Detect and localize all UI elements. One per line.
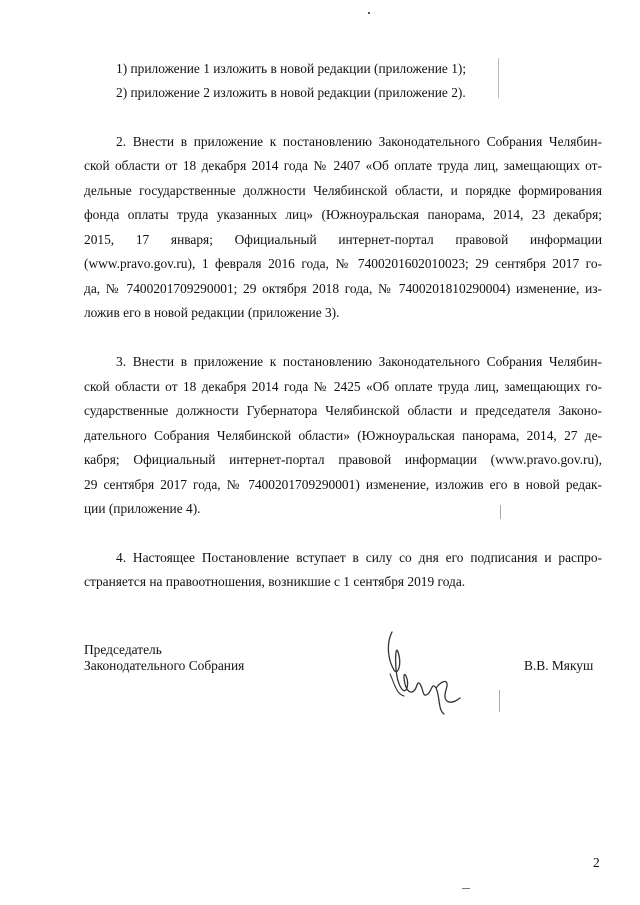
scan-speck (462, 888, 470, 889)
paragraph-3-line: ской области от 18 декабря 2014 года № 2425 «Об оплате труда лиц, замещающих го- (84, 379, 602, 394)
page-number: 2 (593, 855, 600, 870)
signatory-title-line2: Законодательного Собрания (84, 658, 245, 673)
signer-name: В.В. Мякуш (524, 658, 594, 673)
paragraph-3-line: 29 сентября 2017 года, № 7400201709290001) изменение, изложив его в новой редак- (84, 477, 602, 492)
paragraph-3-line: кабря; Официальный интернет-портал правовой информации (www.pravo.gov.ru), (84, 452, 602, 467)
signatory-title-line1: Председатель (84, 642, 162, 657)
scan-line (499, 690, 500, 712)
paragraph-3-line: сударственные должности Губернатора Челябинской области и председателя Законо- (84, 403, 602, 418)
paragraph-2-line: ложив его в новой редакции (приложение 3). (84, 305, 340, 320)
handwritten-signature (380, 624, 472, 724)
scan-line (498, 58, 499, 98)
paragraph-2-line: 2. Внести в приложение к постановлению Законодательного Собрания Челябин- (116, 134, 602, 149)
item-line: 2) приложение 2 изложить в новой редакции (приложение 2). (116, 85, 466, 100)
scan-speck (368, 12, 370, 14)
paragraph-4-line: 4. Настоящее Постановление вступает в силу со дня его подписания и распро- (116, 550, 602, 565)
item-line: 1) приложение 1 изложить в новой редакции (приложение 1); (116, 61, 467, 76)
paragraph-4-line: страняется на правоотношения, возникшие с 1 сентября 2019 года. (84, 574, 466, 589)
paragraph-2-line: 2015, 17 января; Официальный интернет-портал правовой информации (84, 232, 602, 247)
paragraph-2-line: да, № 7400201709290001; 29 октября 2018 года, № 7400201810290004) изменение, из- (84, 281, 602, 296)
paragraph-3-line: 3. Внести в приложение к постановлению Законодательного Собрания Челябин- (116, 354, 602, 369)
paragraph-2-line: (www.pravo.gov.ru), 1 февраля 2016 года, № 7400201602010023; 29 сентября 2017 го- (84, 256, 602, 271)
paragraph-3-line: ции (приложение 4). (84, 501, 201, 516)
paragraph-2-line: ской области от 18 декабря 2014 года № 2407 «Об оплате труда лиц, замещающих от- (84, 158, 602, 173)
paragraph-2-line: дельные государственные должности Челябинской области, и порядке формирования (84, 183, 602, 198)
paragraph-2-line: фонда оплаты труда указанных лиц» (Южноуральская панорама, 2014, 23 декабря; (84, 207, 602, 222)
scan-line (500, 505, 501, 519)
paragraph-3-line: дательного Собрания Челябинской области» (Южноуральская панорама, 2014, 27 де- (84, 428, 602, 443)
